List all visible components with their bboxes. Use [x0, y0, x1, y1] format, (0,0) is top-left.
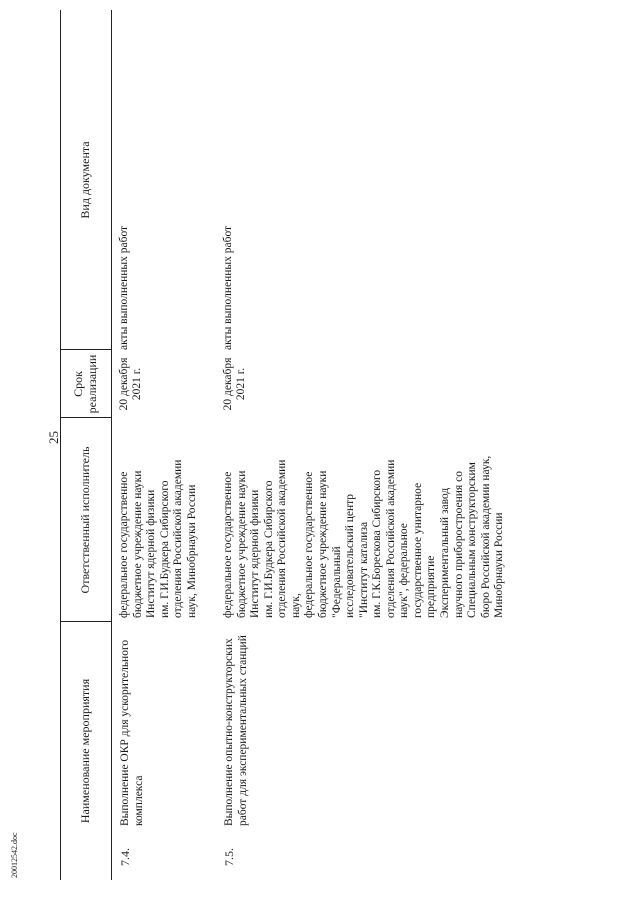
executor-line: федеральное государственное: [118, 471, 130, 618]
header-term: [61, 350, 111, 418]
executor-line: федеральное государственное: [303, 471, 316, 618]
term-line2: 2021 г.: [131, 367, 144, 401]
executor-line: "Институт катализа: [357, 521, 370, 618]
executor-line: им. Г.И.Будкера Сибирского: [158, 480, 171, 618]
header-doc: Вид документа: [78, 141, 93, 219]
rotated-table: [60, 10, 635, 880]
executor-line: исследовательский центр: [344, 493, 357, 618]
row-number: 7.4.: [118, 848, 132, 866]
executor-line: "Федеральный: [330, 546, 343, 618]
header-term-line1: Срок: [71, 371, 86, 397]
executor-line: им. Г.И.Будкера Сибирского: [262, 480, 275, 618]
executor-line: отделения Российской академии: [172, 459, 185, 618]
executor-line: предприятие: [425, 555, 438, 618]
executor-line: отделения Российской академии: [276, 459, 289, 618]
executor-line: Минобрнауки России: [493, 512, 506, 618]
executor-line: федеральное государственное: [222, 471, 234, 618]
executor-line: бюджетное учреждение науки: [235, 470, 248, 618]
row-name: Выполнение ОКР для ускорительного комплекса: [119, 639, 146, 826]
row-doc: акты выполненных работ: [118, 225, 130, 350]
executor-line: им. Г.К.Борескова Сибирского: [371, 469, 384, 618]
header-name: Наименование мероприятия: [78, 678, 93, 824]
row-doc: акты выполненных работ: [222, 225, 234, 350]
term-line1: 20 декабря: [222, 357, 234, 411]
executor-line: бюро Российской академии наук,: [479, 455, 492, 618]
executor-line: бюджетное учреждение науки: [316, 470, 329, 618]
row-executor: [222, 422, 507, 618]
executor-line: научного приборостроения со: [452, 471, 465, 618]
row-number: 7.5.: [222, 848, 236, 866]
executor-line: Институт ядерной физики: [249, 489, 262, 618]
executor-line: наук,: [289, 593, 302, 618]
header-term-line2: реализации: [85, 354, 99, 414]
executor-line: наук, Минобрнауки России: [185, 484, 198, 618]
header-executor: Ответственный исполнитель: [78, 446, 93, 594]
term-line1: 20 декабря: [118, 357, 130, 411]
executor-line: Институт ядерной физики: [145, 489, 158, 618]
executor-line: государственное унитарное: [411, 482, 424, 618]
executor-line: Специальным конструкторским: [466, 462, 479, 618]
executor-line: бюджетное учреждение науки: [131, 470, 144, 618]
executor-line: наук", федеральное: [398, 523, 411, 618]
term-line2: 2021 г.: [235, 367, 248, 401]
row-name: Выполнение опытно-конструкторских работ для экспериментальных станций: [223, 635, 250, 826]
row-term: [118, 354, 144, 414]
table-header: [60, 10, 112, 880]
footer-filename: 20012542.doc: [10, 832, 19, 878]
executor-line: Экспериментальный завод: [439, 487, 451, 618]
row-executor: [118, 422, 199, 618]
executor-line: отделения Российской академии: [384, 459, 397, 618]
row-term: [222, 354, 248, 414]
page-number: 25: [46, 431, 61, 444]
